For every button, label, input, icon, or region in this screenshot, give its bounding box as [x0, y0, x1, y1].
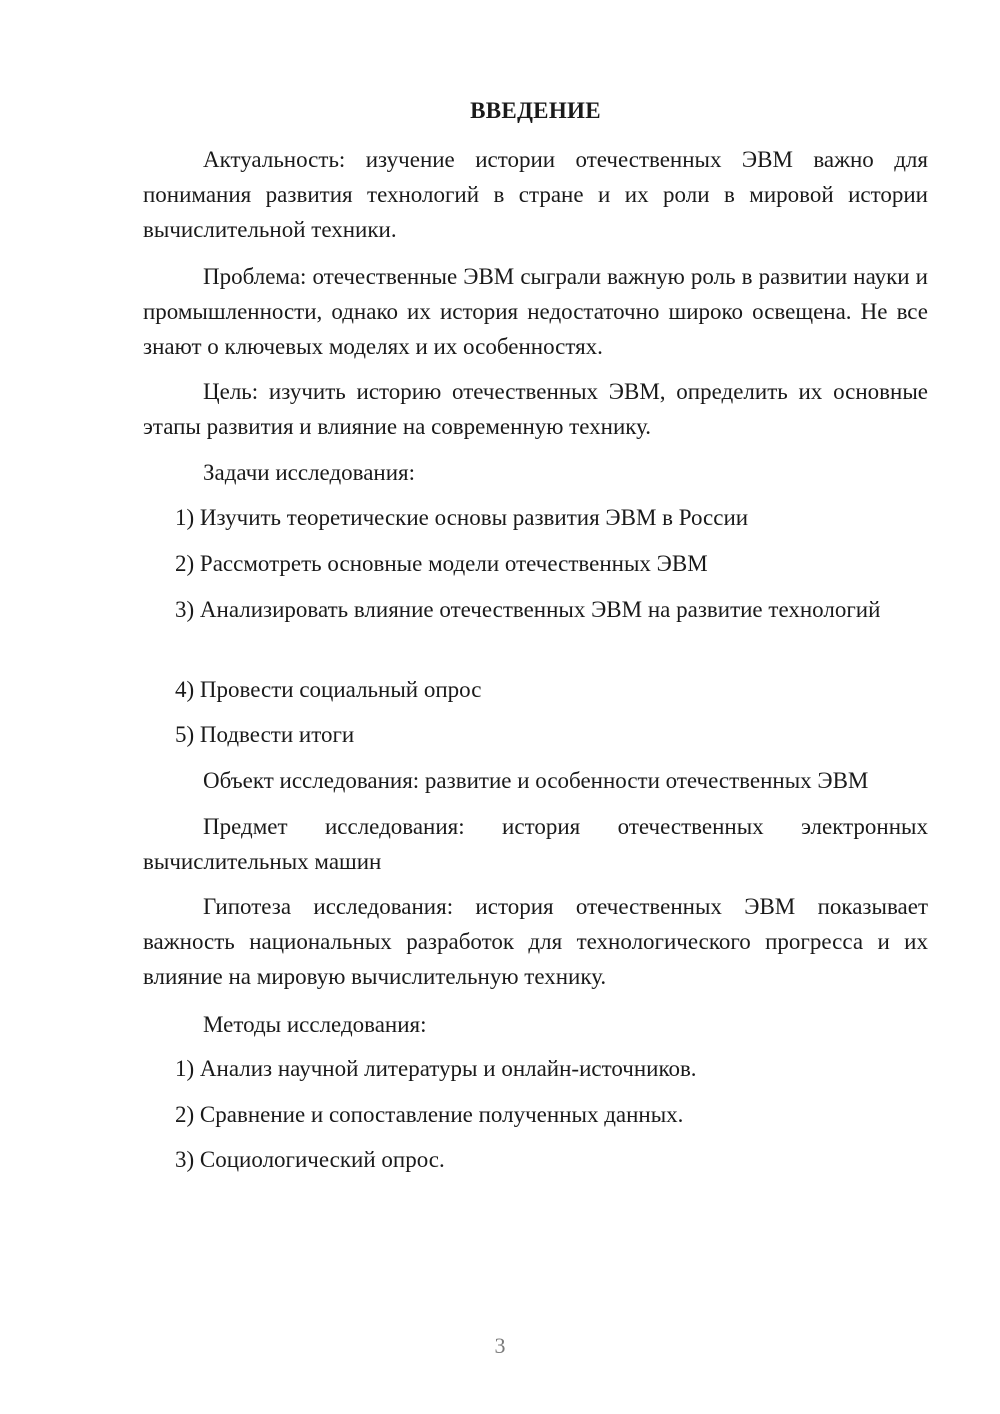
- method-item-3: 3) Социологический опрос.: [175, 1147, 445, 1172]
- task-item-2: 2) Рассмотреть основные модели отечественных ЭВМ: [175, 551, 708, 576]
- subject-paragraph: Предмет исследования: история отечественных электронных вычислительных машин: [143, 814, 928, 874]
- task-item-5: 5) Подвести итоги: [175, 722, 355, 747]
- tasks-heading: Задачи исследования:: [203, 460, 416, 485]
- page-title: ВВЕДЕНИЕ: [470, 98, 601, 123]
- task-item-3: 3) Анализировать влияние отечественных ЭВМ на развитие технологий: [175, 597, 881, 622]
- object-paragraph: Объект исследования: развитие и особенности отечественных ЭВМ: [203, 768, 869, 793]
- problem-paragraph: Проблема: отечественные ЭВМ сыграли важную роль в развитии науки и промышленности, однако их история недостаточно широко освещена. Не все знают о ключевых моделях и их особенностях.: [143, 264, 928, 359]
- hypothesis-paragraph: Гипотеза исследования: история отечественных ЭВМ показывает важность национальных разработок для технологического прогресса и их влияние на мировую вычислительную технику.: [143, 894, 928, 989]
- task-item-4: 4) Провести социальный опрос: [175, 677, 482, 702]
- page-number: 3: [494, 1333, 506, 1358]
- method-item-1: 1) Анализ научной литературы и онлайн-источников.: [175, 1056, 697, 1081]
- methods-heading: Методы исследования:: [203, 1012, 427, 1037]
- task-item-1: 1) Изучить теоретические основы развития ЭВМ в России: [175, 505, 749, 530]
- relevance-paragraph: Актуальность: изучение истории отечественных ЭВМ важно для понимания развития технологий в стране и их роли в мировой истории вычислительной техники.: [143, 147, 928, 242]
- goal-paragraph: Цель: изучить историю отечественных ЭВМ, определить их основные этапы развития и влияние на современную технику.: [143, 379, 928, 439]
- method-item-2: 2) Сравнение и сопоставление полученных данных.: [175, 1102, 684, 1127]
